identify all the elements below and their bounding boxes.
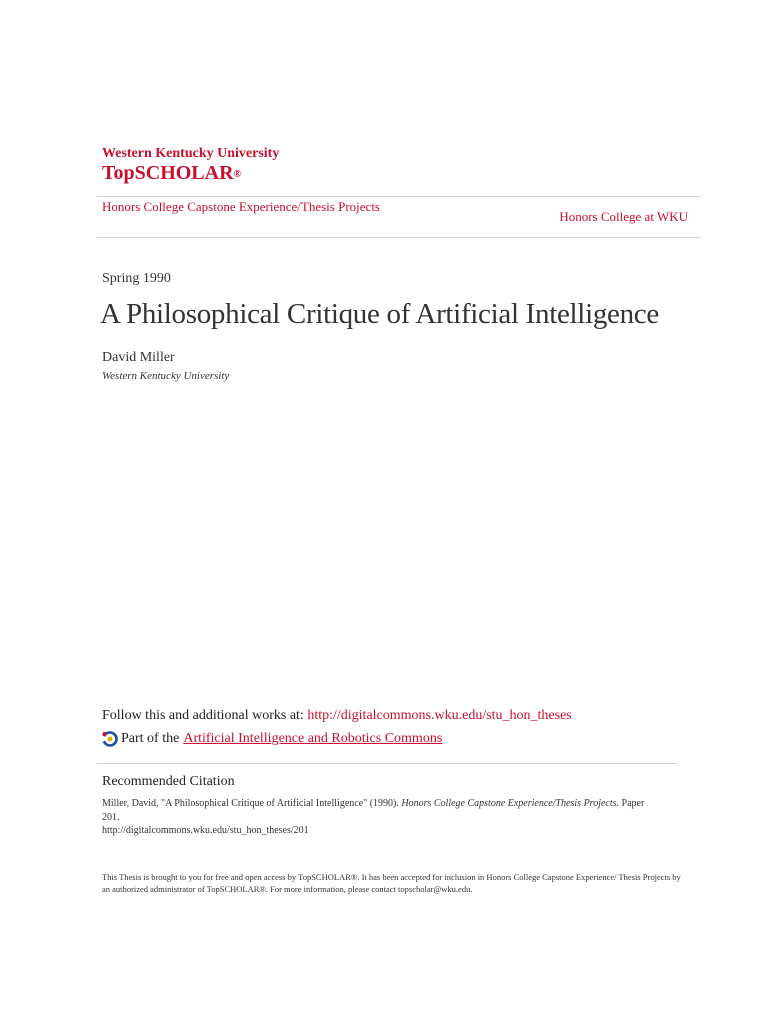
- follow-line: [102, 708, 572, 724]
- author-affiliation: Western Kentucky University: [102, 370, 230, 382]
- university-name: Western Kentucky University: [102, 146, 280, 161]
- repository-label: TopSCHOLAR: [102, 162, 234, 184]
- collection-url-link[interactable]: http://digitalcommons.wku.edu/stu_hon_theses: [307, 708, 572, 723]
- network-commons-icon: [101, 730, 119, 748]
- series-link[interactable]: Honors College Capstone Experience/Thesis Projects: [102, 199, 380, 214]
- publication-date: Spring 1990: [102, 271, 171, 286]
- registered-mark: ®: [233, 169, 242, 180]
- access-notice: This Thesis is brought to you for free and open access by TopSCHOLAR®. It has been accepted for inclusion in Honors College Capstone Experience/ Thesis Projects by an authorized administrator of TopSCHOLAR®. For more information, please contact topscholar@wku.edu.: [102, 872, 681, 894]
- citation-rule: [97, 763, 677, 764]
- commons-link[interactable]: Artificial Intelligence and Robotics Commons: [183, 731, 443, 746]
- college-link[interactable]: Honors College at WKU: [559, 209, 688, 224]
- brand-block: [102, 145, 279, 184]
- follow-prefix: Follow this and additional works at:: [102, 708, 304, 723]
- header-rule-top: [97, 196, 700, 197]
- repository-name: [102, 162, 279, 184]
- citation-series: Honors College Capstone Experience/Thesis Projects.: [401, 798, 620, 809]
- citation-url: http://digitalcommons.wku.edu/stu_hon_theses/201: [102, 825, 309, 836]
- header-rule-bottom: [97, 237, 700, 238]
- part-of-line: [101, 730, 442, 748]
- paper-title: A Philosophical Critique of Artificial Intelligence: [100, 298, 659, 330]
- author-name: David Miller: [102, 350, 175, 365]
- citation-paper: Paper 201.: [102, 798, 645, 823]
- citation-main: Miller, David, "A Philosophical Critique of Artificial Intelligence" (1990).: [102, 798, 399, 809]
- part-of-prefix: Part of the: [121, 731, 180, 746]
- citation-text: [102, 797, 662, 838]
- citation-heading: Recommended Citation: [102, 774, 235, 789]
